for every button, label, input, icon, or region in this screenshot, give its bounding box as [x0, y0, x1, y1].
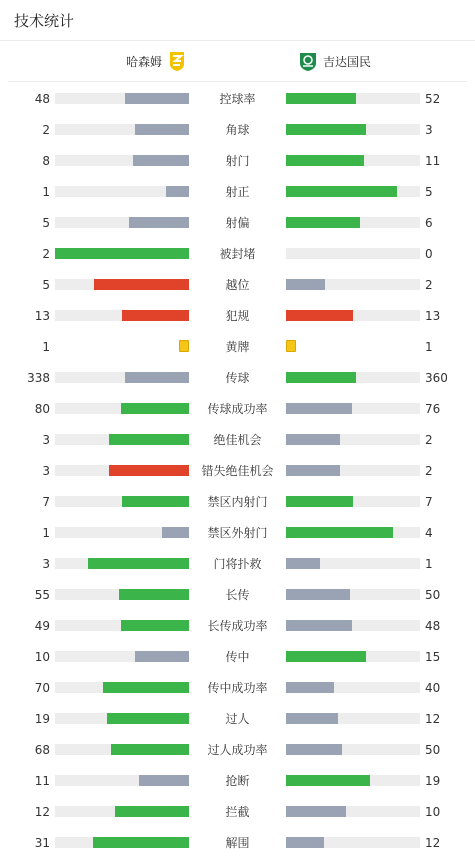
home-stat-bar-fill [94, 279, 189, 290]
away-stat-bar [286, 558, 420, 569]
home-stat-bar-fill [162, 527, 189, 538]
home-stat-value: 31 [34, 836, 50, 850]
away-stat-value: 52 [425, 92, 441, 106]
home-stat-bar-fill [119, 589, 189, 600]
away-stat-bar-fill [286, 496, 353, 507]
away-stat-bar-fill [286, 837, 324, 848]
away-stat-bar-fill [286, 465, 340, 476]
stat-row [0, 339, 475, 355]
away-stat-bar-fill [286, 155, 364, 166]
stat-row [0, 556, 475, 572]
home-stat-bar-fill [115, 806, 189, 817]
stat-row [0, 525, 475, 541]
away-stat-bar-fill [286, 806, 346, 817]
home-stat-bar [55, 248, 189, 259]
stat-label: 传球 [225, 371, 250, 385]
home-stat-bar-fill [166, 186, 189, 197]
home-stat-value: 338 [27, 371, 50, 385]
away-stat-value: 13 [425, 309, 441, 323]
away-stat-bar-fill [286, 558, 320, 569]
stat-label: 禁区外射门 [207, 526, 268, 540]
stat-label: 过人成功率 [207, 743, 268, 757]
away-stat-bar-fill [286, 651, 366, 662]
away-stat-value: 7 [425, 495, 433, 509]
away-stat-value: 10 [425, 805, 441, 819]
away-stat-bar [286, 217, 420, 228]
away-stat-bar-fill [286, 620, 352, 631]
home-stat-bar-fill [125, 93, 189, 104]
stat-label: 传球成功率 [207, 402, 268, 416]
away-stat-value: 48 [425, 619, 441, 633]
away-stat-value: 5 [425, 185, 433, 199]
away-team-name: 吉达国民 [323, 54, 372, 69]
home-stat-bar [55, 155, 189, 166]
stat-row [0, 587, 475, 603]
home-stat-value: 80 [34, 402, 50, 416]
stat-row [0, 122, 475, 138]
home-stat-value: 2 [42, 247, 50, 261]
away-stat-value: 2 [425, 433, 433, 447]
home-stat-bar-fill [122, 310, 189, 321]
home-stat-bar-fill [139, 775, 189, 786]
home-stat-bar-fill [109, 434, 189, 445]
home-stat-value: 10 [34, 650, 50, 664]
stat-row [0, 215, 475, 231]
home-stat-value: 11 [34, 774, 50, 788]
away-stat-bar [286, 651, 420, 662]
home-stat-bar-fill [122, 496, 189, 507]
home-stat-bar [55, 744, 189, 755]
stat-row [0, 308, 475, 324]
home-stat-value: 19 [34, 712, 50, 726]
stat-row [0, 742, 475, 758]
stat-label: 射正 [225, 185, 250, 199]
yellow-card-icon [179, 340, 189, 352]
home-stat-bar [55, 806, 189, 817]
stat-row [0, 401, 475, 417]
away-team-logo-icon [297, 50, 319, 72]
home-stat-bar [55, 310, 189, 321]
away-stat-bar-fill [286, 372, 356, 383]
home-stat-bar [55, 837, 189, 848]
home-stat-bar-fill [88, 558, 189, 569]
stat-row [0, 494, 475, 510]
stat-label: 被封堵 [219, 247, 256, 261]
away-stat-value: 19 [425, 774, 441, 788]
stat-label: 越位 [225, 278, 250, 292]
home-stat-bar-fill [125, 372, 189, 383]
away-stat-value: 6 [425, 216, 433, 230]
home-stat-value: 55 [34, 588, 50, 602]
home-stat-value: 5 [42, 278, 50, 292]
stat-label: 解围 [225, 836, 250, 850]
home-stat-bar [55, 651, 189, 662]
home-stat-value: 3 [42, 433, 50, 447]
stat-label: 黄牌 [225, 340, 250, 354]
away-stat-value: 12 [425, 712, 441, 726]
away-stat-bar [286, 372, 420, 383]
stat-label: 门将扑救 [213, 557, 262, 571]
stat-label: 传中 [225, 650, 250, 664]
away-stat-value: 360 [425, 371, 448, 385]
away-stat-value: 0 [425, 247, 433, 261]
away-stat-bar [286, 837, 420, 848]
stat-label: 射门 [225, 154, 250, 168]
stat-row [0, 804, 475, 820]
away-stat-value: 15 [425, 650, 441, 664]
away-stat-value: 4 [425, 526, 433, 540]
away-stat-value: 3 [425, 123, 433, 137]
stat-row [0, 277, 475, 293]
home-stat-bar [55, 682, 189, 693]
away-stat-bar [286, 713, 420, 724]
away-stat-bar-fill [286, 403, 352, 414]
home-stat-bar [55, 186, 189, 197]
stat-row [0, 184, 475, 200]
home-stat-bar [55, 775, 189, 786]
stat-row [0, 680, 475, 696]
stat-label: 拦截 [225, 805, 250, 819]
away-stat-bar [286, 155, 420, 166]
home-stat-bar [55, 434, 189, 445]
stat-row [0, 711, 475, 727]
away-stat-value: 50 [425, 743, 441, 757]
away-stat-bar [286, 186, 420, 197]
stat-label: 犯规 [225, 309, 250, 323]
home-stat-bar-fill [133, 155, 189, 166]
stat-label: 长传成功率 [207, 619, 268, 633]
home-stat-bar-fill [121, 403, 189, 414]
home-stat-value: 13 [34, 309, 50, 323]
home-stat-bar-fill [55, 248, 189, 259]
stat-row [0, 649, 475, 665]
stat-row [0, 773, 475, 789]
home-stat-value: 7 [42, 495, 50, 509]
away-stat-value: 50 [425, 588, 441, 602]
home-stat-value: 12 [34, 805, 50, 819]
away-stat-bar [286, 527, 420, 538]
stat-label: 抢断 [225, 774, 250, 788]
home-stat-bar-fill [135, 651, 189, 662]
away-stat-bar-fill [286, 434, 340, 445]
away-stat-value: 2 [425, 278, 433, 292]
away-stat-bar [286, 620, 420, 631]
stat-label: 长传 [225, 588, 250, 602]
away-stat-bar [286, 310, 420, 321]
home-stat-value: 1 [42, 340, 50, 354]
home-stat-value: 68 [34, 743, 50, 757]
stat-row [0, 370, 475, 386]
home-stat-bar-fill [121, 620, 189, 631]
stat-row [0, 91, 475, 107]
stat-row [0, 153, 475, 169]
stat-row [0, 618, 475, 634]
stat-label: 传中成功率 [207, 681, 268, 695]
away-stat-bar-fill [286, 124, 366, 135]
home-team-logo-icon [166, 50, 188, 72]
home-stat-bar [55, 713, 189, 724]
home-stat-value: 70 [34, 681, 50, 695]
stat-label: 过人 [225, 712, 250, 726]
home-stat-bar [55, 372, 189, 383]
stat-label: 控球率 [219, 92, 256, 106]
away-team[interactable] [293, 50, 371, 72]
away-stat-value: 11 [425, 154, 441, 168]
stat-row [0, 246, 475, 262]
home-team-name: 哈森姆 [126, 54, 163, 69]
home-stat-bar-fill [93, 837, 189, 848]
away-stat-bar-fill [286, 527, 393, 538]
away-stat-bar [286, 279, 420, 290]
away-stat-bar [286, 434, 420, 445]
away-stat-bar [286, 744, 420, 755]
away-stat-bar [286, 775, 420, 786]
home-stat-bar [55, 279, 189, 290]
away-stat-bar [286, 248, 420, 259]
away-stat-value: 40 [425, 681, 441, 695]
away-stat-value: 2 [425, 464, 433, 478]
stat-row [0, 463, 475, 479]
stat-row [0, 835, 475, 851]
home-stat-bar-fill [107, 713, 189, 724]
home-stat-bar [55, 217, 189, 228]
home-stat-bar [55, 124, 189, 135]
home-stat-bar-fill [111, 744, 189, 755]
home-stat-value: 8 [42, 154, 50, 168]
away-stat-bar-fill [286, 682, 334, 693]
away-stat-bar [286, 682, 420, 693]
away-stat-bar-fill [286, 186, 397, 197]
home-stat-value: 5 [42, 216, 50, 230]
away-stat-bar [286, 465, 420, 476]
away-stat-bar [286, 496, 420, 507]
teams-header [8, 41, 467, 82]
yellow-card-icon [286, 340, 296, 352]
home-stat-value: 1 [42, 185, 50, 199]
home-stat-bar [55, 558, 189, 569]
away-stat-value: 1 [425, 340, 433, 354]
home-stat-bar [55, 589, 189, 600]
home-stat-value: 3 [42, 464, 50, 478]
home-team[interactable] [126, 50, 192, 72]
home-stat-bar [55, 403, 189, 414]
home-stat-bar [55, 93, 189, 104]
away-stat-bar [286, 589, 420, 600]
stat-label: 错失绝佳机会 [201, 464, 274, 478]
away-stat-bar-fill [286, 775, 370, 786]
away-stat-bar [286, 93, 420, 104]
away-stat-value: 76 [425, 402, 441, 416]
home-stat-value: 49 [34, 619, 50, 633]
away-stat-bar [286, 806, 420, 817]
away-stat-bar-fill [286, 93, 356, 104]
page-title: 技术统计 [14, 12, 75, 30]
home-stat-value: 2 [42, 123, 50, 137]
home-stat-value: 3 [42, 557, 50, 571]
home-stat-bar-fill [103, 682, 189, 693]
away-stat-bar-fill [286, 310, 353, 321]
stat-label: 角球 [225, 123, 250, 137]
away-stat-bar [286, 403, 420, 414]
stat-label: 禁区内射门 [207, 495, 268, 509]
away-stat-value: 12 [425, 836, 441, 850]
home-stat-bar [55, 496, 189, 507]
away-stat-bar-fill [286, 279, 325, 290]
away-stat-bar [286, 124, 420, 135]
home-stat-bar-fill [109, 465, 189, 476]
stat-row [0, 432, 475, 448]
stat-label: 射偏 [225, 216, 250, 230]
away-stat-bar-fill [286, 713, 338, 724]
home-stat-bar-fill [129, 217, 189, 228]
header [0, 0, 475, 41]
home-stat-bar [55, 465, 189, 476]
home-stat-bar [55, 527, 189, 538]
away-stat-bar-fill [286, 744, 342, 755]
stat-label: 绝佳机会 [213, 433, 262, 447]
home-stat-value: 1 [42, 526, 50, 540]
away-stat-bar-fill [286, 589, 350, 600]
home-stat-value: 48 [34, 92, 50, 106]
away-stat-value: 1 [425, 557, 433, 571]
home-stat-bar-fill [135, 124, 189, 135]
home-stat-bar [55, 620, 189, 631]
away-stat-bar-fill [286, 217, 360, 228]
